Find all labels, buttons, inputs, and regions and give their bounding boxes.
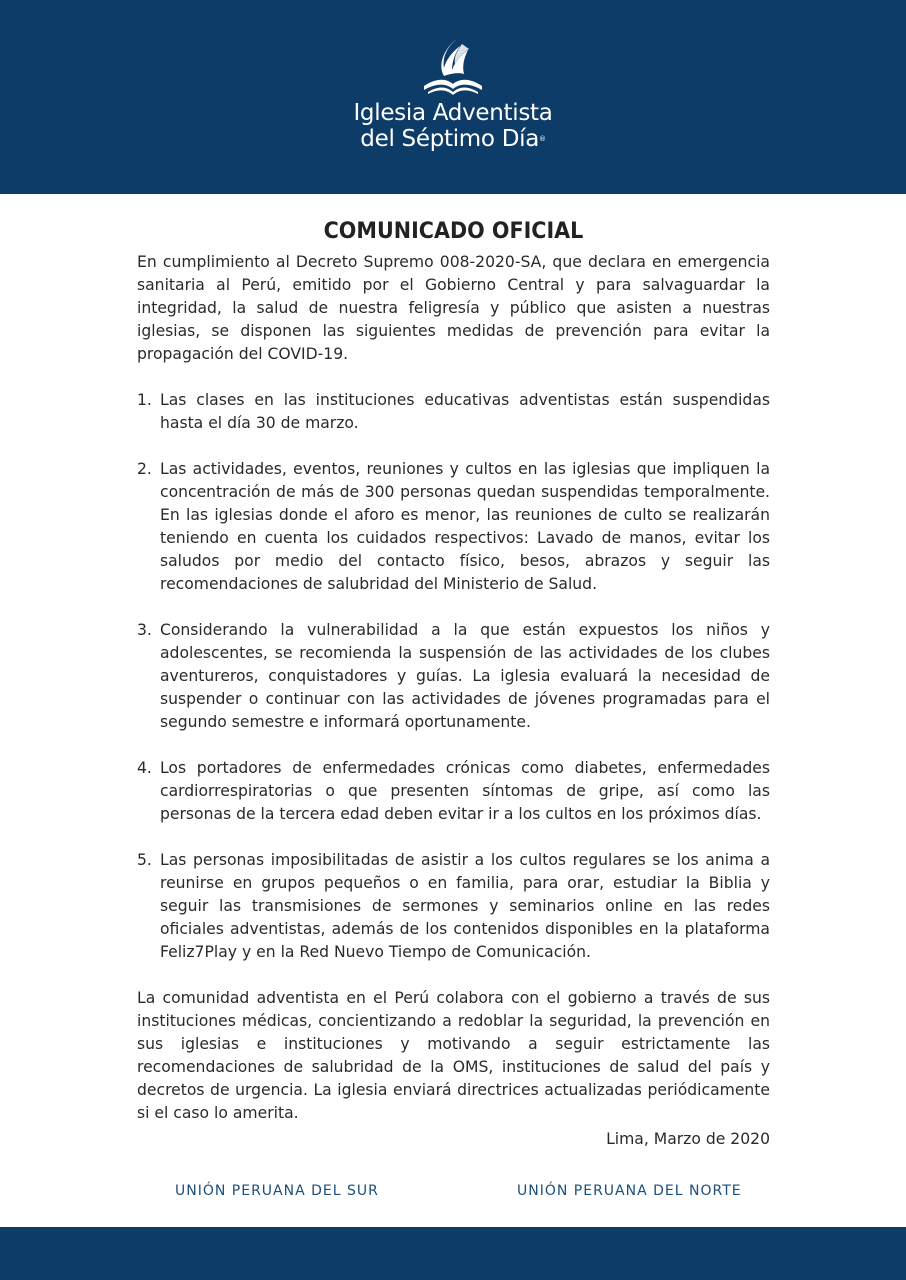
intro-paragraph: En cumplimiento al Decreto Supremo 008-2020-SA, que declara en emergencia sanitaria al Perú, emitido por el Gobierno Central y para salvaguardar la integridad, la salud de nuestra feligresía y público que asisten a nuestras iglesias, se disponen las siguientes medidas de prevención para evitar la propagación del COVID-19. (137, 253, 770, 363)
list-item (137, 619, 770, 734)
signature-block (0, 1183, 906, 1203)
adventist-flame-bible-icon (418, 36, 488, 100)
document-title: COMUNICADO OFICIAL (323, 219, 584, 244)
registered-mark: ® (539, 135, 546, 143)
place-date: Lima, Marzo de 2020 (606, 1130, 770, 1148)
footer-banner (0, 1227, 906, 1280)
list-item (137, 389, 770, 435)
measures-list (137, 389, 770, 964)
church-brand-name (0, 100, 906, 152)
list-item-text: Considerando la vulnerabilidad a la que están expuestos los niños y adolescentes, se recomienda la suspensión de las actividades de los clubes aventureros, conquistadores y guías. La iglesia evaluará la necesidad de suspender o continuar con las actividades de jóvenes programadas para el segundo semestre e informará oportunamente. (160, 621, 770, 731)
list-item-number: 1. (137, 391, 152, 409)
list-item-number: 2. (137, 460, 152, 478)
document-body (137, 216, 770, 1151)
list-item (137, 458, 770, 596)
union-south-signature: UNIÓN PERUANA DEL SUR (175, 1183, 379, 1199)
brand-line-2: del Séptimo Día® (360, 126, 546, 152)
brand-line-1: Iglesia Adventista (353, 100, 553, 126)
list-item (137, 849, 770, 964)
list-item-text: Las clases en las instituciones educativas adventistas están suspendidas hasta el día 30 de marzo. (160, 391, 770, 432)
list-item-number: 4. (137, 759, 152, 777)
list-item-number: 5. (137, 851, 152, 869)
list-item-text: Las actividades, eventos, reuniones y cultos en las iglesias que impliquen la concentración de más de 300 personas quedan suspendidas temporalmente. En las iglesias donde el aforo es menor, las reuniones de culto se realizarán teniendo en cuenta los cuidados respectivos: Lavado de manos, evitar los saludos por medio del contacto físico, besos, abrazos y seguir las recomendaciones de salubridad del Ministerio de Salud. (160, 460, 770, 593)
list-item (137, 757, 770, 826)
union-north-signature: UNIÓN PERUANA DEL NORTE (517, 1183, 742, 1199)
closing-paragraph: La comunidad adventista en el Perú colabora con el gobierno a través de sus instituciones médicas, concientizando a redoblar la seguridad, la prevención en sus iglesias e instituciones y motivando a seguir estrictamente las recomendaciones de salubridad de la OMS, instituciones de salud del país y decretos de urgencia. La iglesia enviará directrices actualizadas periódicamente si el caso lo amerita. (137, 989, 770, 1122)
list-item-number: 3. (137, 621, 152, 639)
header-banner (0, 0, 906, 194)
list-item-text: Las personas imposibilitadas de asistir a los cultos regulares se los anima a reunirse en grupos pequeños o en familia, para orar, estudiar la Biblia y seguir las transmisiones de sermones y seminarios online en las redes oficiales adventistas, además de los contenidos disponibles en la plataforma Feliz7Play y en la Red Nuevo Tiempo de Comunicación. (160, 851, 770, 961)
list-item-text: Los portadores de enfermedades crónicas como diabetes, enfermedades cardiorrespiratorias o que presenten síntomas de gripe, así como las personas de la tercera edad deben evitar ir a los cultos en los próximos días. (160, 759, 770, 823)
